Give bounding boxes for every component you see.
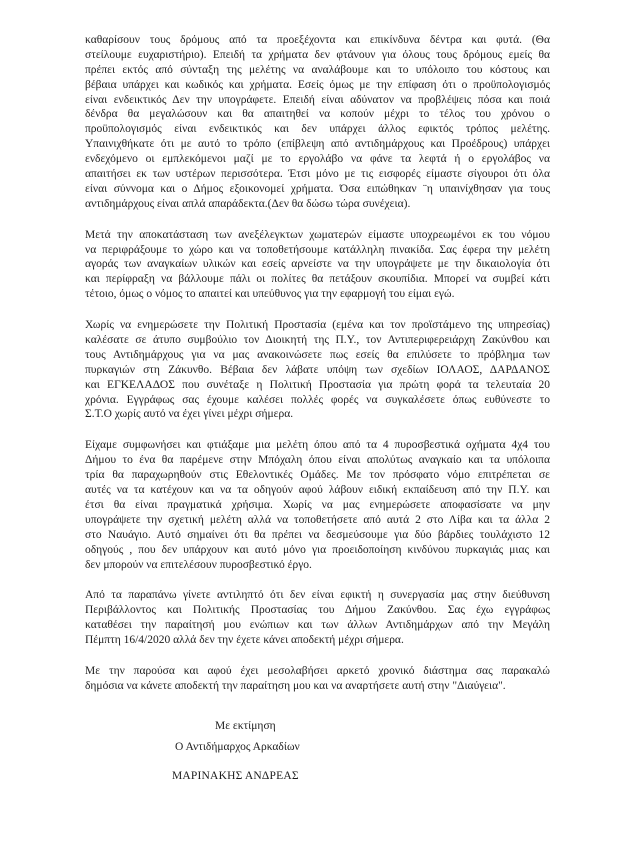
text-line: δεν μπορούν να επιτελέσουν πυροσβεστικό έργο. — [85, 558, 312, 571]
text-line: τρία θα παραχωρηθούν στις Εθελοντικές Ομάδες. Με τον πρόσφατο νόμο επιτρέπεται σε — [85, 469, 550, 482]
text-line: δημόσια να κάνετε αποδεκτή την παραίτηση μου και να αναρτήσετε αυτή στην "Διαύγεια". — [85, 679, 506, 692]
text-line: πρέπει εκτός από σύνταξη της μελέτης να αναλάβουμε και το υπόλοιπο του κόστους και — [85, 63, 550, 76]
paragraph — [85, 588, 550, 648]
paragraph — [85, 318, 550, 422]
text-line: πυρκαγιών στη Ζάκυνθο. Βέβαια δεν λάβατε υπόψη των σχεδίων ΙΟΛΑΟΣ, ΔΑΡΔΑΝΟΣ — [85, 363, 550, 376]
text-line: βέβαια υπάρχει και κωδικός και χρήματα. Εσείς όμως με την επίφαση ότι ο προϋπολογισμός — [85, 78, 550, 91]
text-line: καλέσατε σε άτυπο συμβούλιο τον Διοικητή της Π.Υ., τον Αντιπεριφερειάρχη Ζακύνθου και — [85, 334, 550, 347]
text-line: χρόνια. Εγγράφως σας έχουμε καλέσει πολλές φορές να συγκαλέσετε όπως ευθύνεστε το — [85, 393, 550, 406]
text-line: είναι ενδεικτικός Δεν την υπογράφετε. Επειδή είναι αδύνατον να προβλέψεις πόσα και ποιά — [85, 93, 550, 106]
text-line: Σ.Τ.Ο χωρίς αυτό να έχει γίνει μέχρι σήμερα. — [85, 408, 294, 421]
text-line: έτσι θα είναι πραγματικά χρήσιμα. Χωρίς να μας ενημερώσετε αποφασίσατε να μην — [85, 498, 550, 511]
text-line: τέτοιο, όμως ο νόμος το απαιτεί και υπεύθυνος για την εφαρμογή του είμαι εγώ. — [85, 288, 455, 301]
text-line: υπογράψετε την σχετική μελέτη αλλά να τοποθετήσετε από αυτά 2 στο Λίβα και τα άλλα 2 — [85, 513, 550, 526]
text-line: Χωρίς να ενημερώσετε την Πολιτική Προστασία (εμένα και τον προϊστάμενο της υπηρεσίας) — [85, 319, 550, 332]
text-line: είναι σύννομα και ο Δήμος εξοικονομεί χρήματα. Όσα ειπώθηκαν ¨η υπαινίχθησαν για τους — [85, 182, 550, 195]
text-line: Μετά την αποκατάσταση των ανεξέλεγκτων χωματερών είμαστε υποχρεωμένοι εκ του νόμου — [85, 228, 550, 241]
text-line: αγοράς των αναγκαίων υλικών και εσείς αρνείστε να την υπογράψετε με την δικαιολογία ότι — [85, 258, 550, 271]
text-line: να περιφράξουμε το χώρο και να τοποθετήσουμε κατάλληλη πινακίδα. Σας έφερα την μελέτη — [85, 243, 550, 256]
text-line: δένδρα θα μεγαλώσουν και θα απαιτηθεί να κοπούν μέχρι το τέλος του χρόνου ο — [85, 108, 550, 121]
signer-title: Ο Αντιδήμαρχος Αρκαδίων — [175, 740, 300, 753]
closing-salutation: Με εκτίμηση — [215, 719, 276, 732]
text-line: οδηγούς , που δεν υπάρχουν και αυτό μόνο για προειδοποίηση κινδύνου πυρκαγιάς μιας και — [85, 543, 550, 556]
text-line: στο Ναυάγιο. Αυτό σημαίνει ότι θα πρέπει να δεσμεύσουμε για δύο βάρδιες τουλάχιστο 12 — [85, 528, 550, 541]
text-line: Δήμου το ένα θα παρέμενε στην Μπόχαλη όπου είναι απολύτως αναγκαίο και τα υπόλοιπα — [85, 454, 550, 467]
text-line: στείλουμε ευχαριστήριο). Επειδή τα χρήματα δεν φτάνουν για όλους τους δρόμους εμείς θα — [85, 48, 550, 61]
paragraph — [85, 228, 550, 302]
text-line: Είχαμε συμφωνήσει και φτιάξαμε μια μελέτη όπου από τα 4 πυροσβεστικά οχήματα 4χ4 του — [85, 439, 550, 452]
text-line: τους Αντιδημάρχους για να μας ανακοινώσετε πως εσείς θα επιλύσετε το πρόβλημα των — [85, 348, 550, 361]
text-line: προϋπολογισμός είναι ενδεικτικός και δεν υπάρχει άλλος εφικτός τρόπος μελέτης. — [85, 123, 550, 136]
text-line: απαιτήσει εκ των υστέρων περισσότερα. Έτσι μόνο με τις εισφορές είμαστε σίγουροι ότι όλα — [85, 168, 550, 181]
paragraph — [85, 438, 550, 572]
text-line: Περιβάλλοντος και Πολιτικής Προστασίας του Δήμου Ζακύνθου. Σας έχω εγγράφως — [85, 604, 550, 617]
text-line: αντιδημάρχους είναι απλά απαράδεκτα.(Δεν θα δώσω τώρα συνέχεια). — [85, 197, 411, 210]
text-line: αυτές να τα κατέχουν και να τα οδηγούν αφού λάβουν ειδική εκπαίδευση από την Π.Υ. και — [85, 484, 550, 497]
letter-body — [85, 33, 550, 783]
paragraph — [85, 33, 550, 212]
text-line: καθαρίσουν τους δρόμους από τα προεξέχοντα και επικίνδυνα δέντρα και φυτά. (Θα — [85, 34, 550, 46]
text-line: και ΕΓΚΕΛΑΔΟΣ που συνέταξε η Πολιτική Προστασία για πρώτη φορά τα τελευταία 20 — [85, 378, 550, 391]
text-line: καταθέσει την παραίτησή μου ενώπιων και των άλλων Αντιδημάρχων από την Μεγάλη — [85, 619, 550, 632]
text-line: Με την παρούσα και αφού έχει μεσολαβήσει αρκετό χρονικό διάστημα σας παρακαλώ — [85, 664, 550, 677]
closing-block — [85, 719, 550, 784]
text-line: Από τα παραπάνω γίνετε αντιληπτό ότι δεν είναι εφικτή η συνεργασία μας στην διεύθυνση — [85, 589, 550, 602]
text-line: Πέμπτη 16/4/2020 αλλά δεν την έχετε κάνει αποδεκτή μέχρι σήμερα. — [85, 634, 404, 647]
text-line: και περίφραξη να βάλλουμε πάλι οι πολίτες θα πετάξουν σκουπίδια. Μπορεί να συμβεί κάτι — [85, 273, 550, 286]
paragraph — [85, 664, 550, 694]
signer-name: ΜΑΡΙΝΑΚΗΣ ΑΝΔΡΕΑΣ — [172, 769, 299, 782]
text-line: Υπαινιχθήκατε ότι με αυτό το τρόπο (επίβλεψη από αντιδημάρχους και Προέδρους) υπάρχει — [85, 138, 550, 151]
text-line: ενδεχόμενο οι εμπλεκόμενοι μαζί με το εργολάβο να φάνε τα λεφτά ή ο εργολάβος να — [85, 153, 550, 166]
